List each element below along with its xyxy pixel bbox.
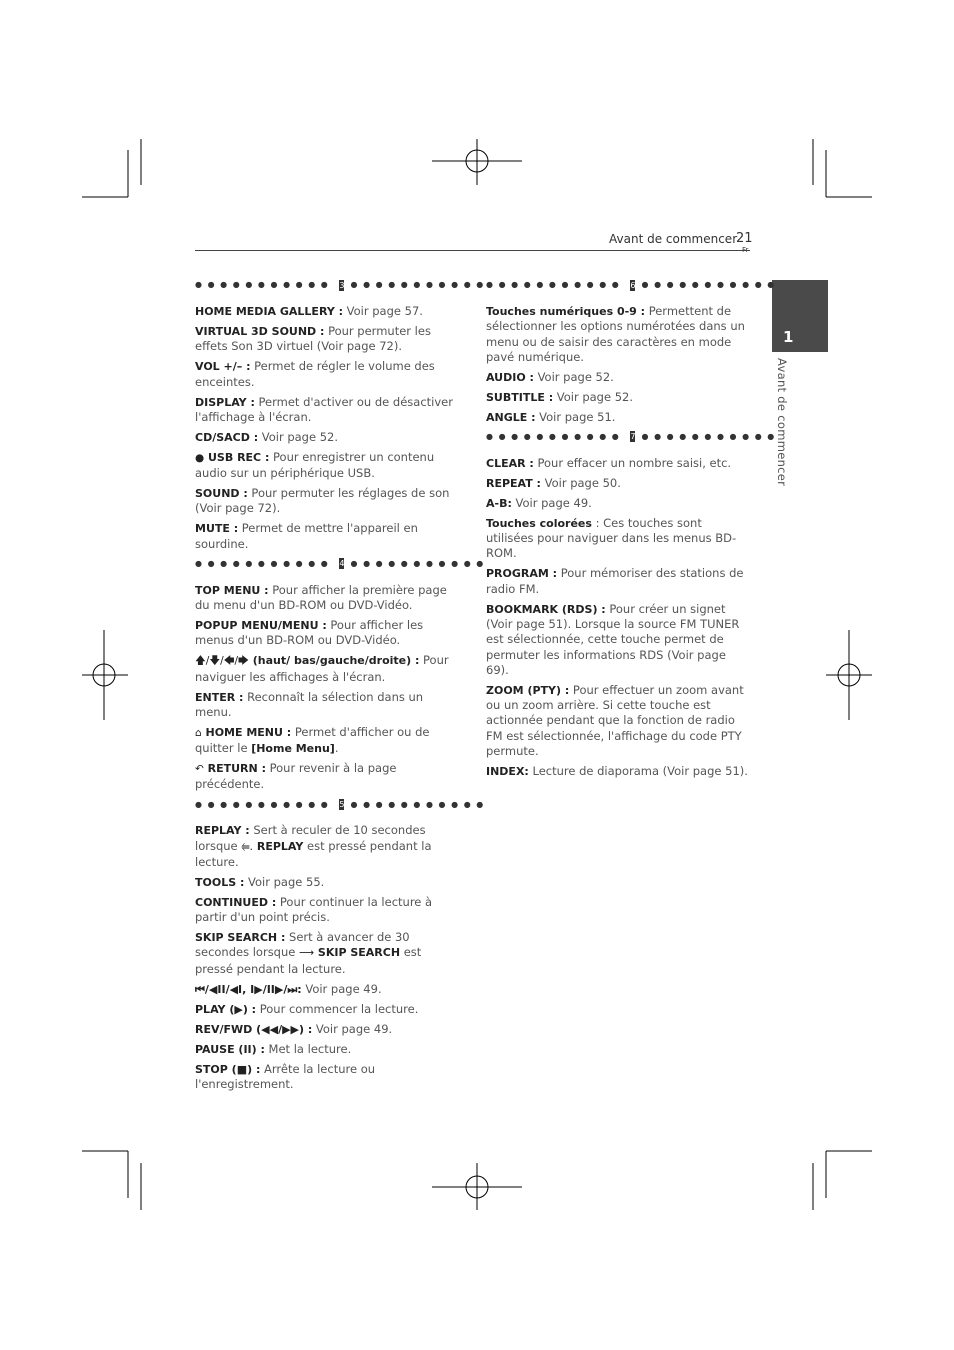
button-function-text: Voir page 50.: [540, 475, 621, 490]
button-name: AUDIO :: [486, 370, 534, 384]
button-function-text: Pour afficher les menus d'un BD-ROM ou DVD-Vidéo.: [195, 617, 424, 648]
chapter-number: 1: [783, 328, 794, 346]
running-header: Avant de commencer: [609, 232, 738, 246]
dot-rule: ●●●●●●●●●●●: [486, 432, 625, 442]
button-function-text: Pour enregistrer un contenu audio sur un périphérique USB.: [195, 449, 435, 481]
inline-button-icon: ⟶: [299, 947, 315, 960]
button-name: A-B:: [486, 496, 512, 510]
button-description: [195, 875, 461, 890]
button-function-text: Voir page 57.: [343, 304, 423, 318]
button-description: [195, 324, 461, 355]
section-separator: [486, 278, 780, 292]
chapter-side-label: Avant de commencer: [775, 358, 789, 487]
button-description: [486, 602, 752, 678]
button-description: [195, 725, 461, 757]
button-function-text: : Ces touches sont utilisées pour naviguer dans les menus BD-ROM.: [486, 515, 737, 561]
dot-rule: ●●●●●●●●●●●: [641, 432, 780, 442]
button-name: (haut/ bas/gauche/droite) :: [248, 654, 420, 668]
button-description: [486, 683, 752, 759]
section-4: [195, 557, 489, 793]
button-name: PLAY (▶) :: [195, 1002, 257, 1016]
button-description: [486, 566, 752, 597]
button-name: SOUND :: [195, 487, 248, 501]
button-description: [486, 476, 752, 491]
button-description: [195, 304, 461, 319]
dot-rule: ●●●●●●●●●●●: [350, 799, 489, 809]
button-function-text: Pour commencer la lecture.: [256, 1001, 419, 1016]
page-number: 21: [736, 231, 753, 246]
button-description: [195, 618, 461, 649]
chapter-tab: [772, 280, 828, 352]
button-function-text: Voir page 52.: [553, 389, 634, 404]
button-name: PROGRAM :: [486, 567, 558, 581]
section-3: [195, 278, 489, 552]
button-description: [486, 456, 752, 471]
button-function-text: Pour permuter les réglages de son (Voir page 72).: [195, 486, 450, 516]
button-name: Touches colorées: [486, 516, 592, 530]
button-function-text: est pressé pendant la lecture.: [195, 945, 422, 976]
section-number-badge: 5: [339, 799, 345, 809]
button-name: SUBTITLE :: [486, 390, 554, 404]
dot-rule: ●●●●●●●●●●●: [195, 559, 334, 569]
section-number-badge: 4: [339, 559, 345, 569]
button-name: ⏮/◀II/◀I, I▶/II▶/⏭:: [195, 982, 302, 996]
button-name: REPEAT :: [486, 476, 541, 490]
button-description: [195, 982, 461, 997]
button-function-text: Voir page 52.: [533, 369, 614, 384]
button-description: [195, 521, 461, 552]
button-description: [195, 1062, 461, 1093]
dot-rule: ●●●●●●●●●●●: [486, 280, 625, 290]
dot-rule: ●●●●●●●●●●●: [641, 280, 780, 290]
button-name: POPUP MENU/MENU :: [195, 618, 327, 632]
button-description: [195, 895, 461, 926]
header-rule: [195, 250, 750, 251]
button-name: CD/SACD :: [195, 430, 259, 444]
section-number-badge: 3: [339, 280, 345, 290]
button-name: SKIP SEARCH :: [195, 931, 286, 945]
section-number-badge: 7: [630, 432, 636, 442]
right-column: [486, 278, 780, 784]
button-function-text: Lecture de diaporama (Voir page 51).: [528, 763, 748, 778]
button-function-text: Permettent de sélectionner les options numérotées dans un menu ou de saisir des caractères en mode pavé numérique.: [486, 304, 745, 364]
section-5: [195, 797, 489, 1092]
button-function-text: Permet d'afficher ou de quitter le: [195, 724, 430, 756]
button-description: [486, 764, 752, 779]
button-function-text: Arrête la lecture ou l'enregistrement.: [195, 1061, 376, 1091]
button-function-text: Pour afficher la première page du menu d'un BD-ROM ou DVD-Vidéo.: [195, 582, 447, 612]
button-function-text: Permet de mettre l'appareil en sourdine.: [195, 521, 418, 551]
button-name: HOME MEDIA GALLERY :: [195, 305, 344, 318]
button-description: [195, 583, 461, 614]
button-description: [195, 653, 461, 685]
button-name: CONTINUED :: [195, 895, 277, 909]
section-number-badge: 6: [630, 280, 636, 290]
button-description: [486, 410, 752, 425]
dot-rule: ●●●●●●●●●●●: [350, 280, 489, 290]
button-name: ZOOM (PTY) :: [486, 683, 570, 697]
button-icon: ⌂: [195, 726, 202, 739]
button-description: [486, 516, 752, 562]
button-function-text: Pour naviguer les affichages à l'écran.: [195, 653, 449, 684]
section-separator: [195, 797, 489, 811]
button-description: [486, 390, 752, 405]
section-separator: [195, 278, 489, 292]
button-function-text: Pour continuer la lecture à partir d'un point précis.: [195, 894, 433, 925]
button-name: INDEX:: [486, 764, 529, 778]
button-name: REPLAY :: [195, 824, 250, 838]
button-name: RETURN :: [203, 762, 266, 776]
button-name: PAUSE (II) :: [195, 1042, 265, 1056]
button-name: ANGLE :: [486, 410, 536, 424]
section-separator: [486, 430, 780, 444]
button-function-text: Pour mémoriser des stations de radio FM.: [486, 566, 744, 596]
button-function-text: Voir page 49.: [312, 1021, 393, 1036]
button-function-text: Permet d'activer ou de désactiver l'affichage à l'écran.: [195, 394, 453, 424]
button-name: HOME MENU :: [201, 725, 292, 739]
button-description: [195, 1002, 461, 1017]
button-function-text: Pour effectuer un zoom avant ou un zoom arrière. Si cette touche est actionnée pendant que la fonction de radio FM est sélectionnée, l'affichage du code PTY permute.: [486, 682, 744, 758]
button-function-text: Voir page 52.: [258, 429, 339, 444]
button-function-text: Voir page 49.: [511, 495, 592, 510]
button-function-text: Pour permuter les effets Son 3D virtuel (Voir page 72).: [195, 323, 431, 354]
button-name: REV/FWD (◀◀/▶▶) :: [195, 1022, 313, 1036]
button-name: DISPLAY :: [195, 395, 255, 409]
left-column: [195, 278, 489, 1097]
inline-button-name: REPLAY: [253, 839, 304, 853]
button-description: [486, 496, 752, 511]
button-name: VIRTUAL 3D SOUND :: [195, 324, 325, 338]
button-function-text: Met la lecture.: [264, 1041, 352, 1056]
button-name: STOP (■) :: [195, 1062, 261, 1076]
section-6: [486, 278, 780, 425]
button-description: [486, 370, 752, 385]
section-separator: [195, 557, 489, 571]
button-description: [195, 1042, 461, 1057]
button-description: [195, 486, 461, 517]
button-icon: ↶: [195, 763, 204, 776]
button-description: [195, 430, 461, 445]
button-function-text: Pour revenir à la page précédente.: [195, 761, 397, 792]
button-description: [195, 395, 461, 426]
button-name: TOP MENU :: [195, 583, 269, 597]
button-name: MUTE :: [195, 522, 239, 536]
button-description: [195, 930, 461, 977]
button-icon: 🡅/🡇/🡄/🡆: [195, 655, 249, 668]
button-description: [195, 450, 461, 482]
button-name: USB REC :: [204, 450, 270, 464]
section-7: [486, 430, 780, 779]
button-function-text: Sert à avancer de 30 secondes lorsque: [195, 930, 410, 960]
button-function-text: Sert à reculer de 10 secondes lorsque: [195, 823, 426, 853]
button-function-text: Pour créer un signet (Voir page 51). Lorsque la source FM TUNER est sélectionnée, cette touche permet de permuter les informations RDS (Voir page 69).: [486, 601, 740, 677]
dot-rule: ●●●●●●●●●●●: [195, 799, 334, 809]
button-function-text: est pressé pendant la lecture.: [195, 838, 432, 869]
button-icon: ●: [195, 451, 205, 464]
button-description: [486, 304, 752, 365]
inline-button-icon: ⥢.: [241, 840, 254, 853]
button-function-text: Reconnaît la sélection dans un menu.: [195, 689, 424, 719]
button-description: [195, 690, 461, 721]
button-description: [195, 761, 461, 793]
inline-button-name: SKIP SEARCH: [314, 946, 401, 960]
button-function-text: Voir page 51.: [535, 409, 616, 424]
button-function-text: Voir page 55.: [244, 874, 325, 889]
button-function-text: .: [334, 741, 339, 756]
button-name: BOOKMARK (RDS) :: [486, 602, 606, 616]
button-name: TOOLS :: [195, 875, 245, 889]
button-name: Touches numériques 0-9 :: [486, 305, 646, 318]
button-function-text: Permet de régler le volume des enceintes.: [195, 359, 435, 389]
button-description: [195, 1022, 461, 1037]
button-description: [195, 823, 461, 870]
button-name: VOL +/– :: [195, 360, 251, 374]
button-name: CLEAR :: [486, 456, 534, 470]
inline-button-name: [Home Menu]: [251, 742, 335, 756]
button-function-text: Voir page 49.: [301, 981, 382, 996]
button-function-text: Pour effacer un nombre saisi, etc.: [533, 455, 732, 470]
button-name: ENTER :: [195, 690, 244, 704]
button-description: [195, 359, 461, 390]
dot-rule: ●●●●●●●●●●●: [350, 559, 489, 569]
dot-rule: ●●●●●●●●●●●: [195, 280, 334, 290]
